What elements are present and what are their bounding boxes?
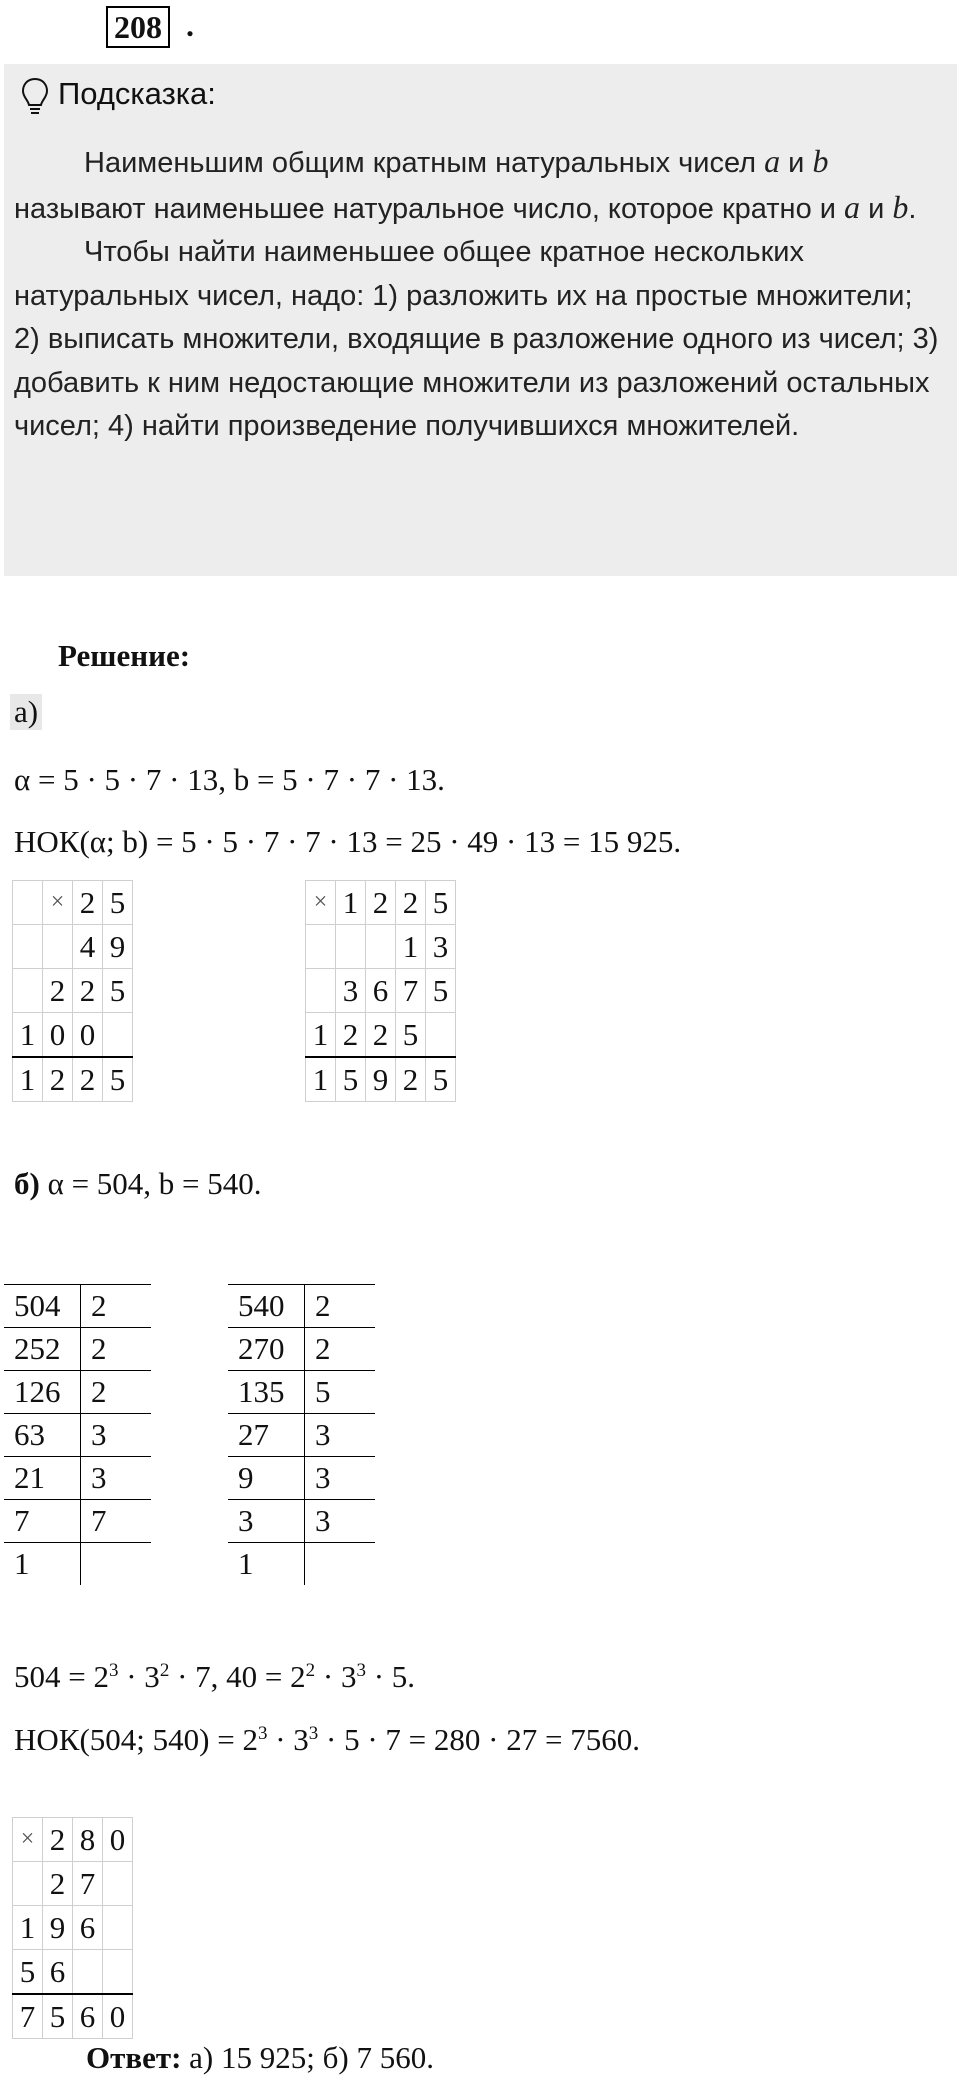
hint-title: Подсказка: [58,76,216,111]
divisor-cell: 3 [81,1414,152,1457]
grid-cell [336,925,366,969]
hint-p1-text2: называют наименьшее натуральное число, которое кратно и [14,192,845,225]
times-sign: × [43,881,73,925]
grid-cell: 5 [396,1013,426,1058]
grid-cell: 9 [103,925,133,969]
grid-cell: 6 [73,1994,103,2039]
grid-cell: 9 [43,1906,73,1950]
part-b-decomposition [14,1651,415,1697]
dividend-cell: 1 [228,1543,305,1586]
grid-row [13,881,133,925]
grid-cell: 1 [396,925,426,969]
dividend-cell: 252 [4,1328,81,1371]
factorization-504 [4,1284,151,1585]
grid-cell [13,1862,43,1906]
grid-cell: 0 [103,1818,133,1862]
grid-cell: 1 [306,1057,336,1102]
dividend-cell: 135 [228,1371,305,1414]
grid-row [306,1013,456,1058]
var-b: b [812,143,829,179]
grid-cell: 2 [396,881,426,925]
l1-mid: · 3 [118,1659,160,1694]
dividend-cell: 126 [4,1371,81,1414]
divisor-cell: 2 [81,1285,152,1328]
l2-end: · 5 · 7 = 280 · 27 = 7560. [318,1722,640,1757]
dividend-cell: 21 [4,1457,81,1500]
grid-cell [43,925,73,969]
divisor-cell: 2 [305,1328,376,1371]
part-b-label: б) [14,1166,40,1201]
hint-p1-text: Наименьшим общим кратным натуральных чисел [84,147,765,179]
factor-row [4,1414,151,1457]
divisor-cell: 2 [81,1371,152,1414]
grid-cell: 7 [13,1994,43,2039]
l2-mid: · 3 [267,1722,309,1757]
var-b-2: b [892,188,909,225]
factorization-540 [228,1284,375,1585]
part-a-line-1: α = 5 · 5 · 7 · 13, b = 5 · 7 · 7 · 13. [14,762,445,797]
problem-number: 208 [106,6,170,48]
divisor-cell [81,1543,152,1586]
divisor-cell: 3 [305,1500,376,1543]
grid-cell: 1 [336,881,366,925]
grid-row [13,1906,133,1950]
factor-row [228,1328,375,1371]
grid-cell: 5 [336,1057,366,1102]
grid-cell: 1 [13,1057,43,1102]
grid-cell [13,969,43,1013]
l1-b-exp1: 2 [305,1660,316,1681]
grid-cell: 5 [103,881,133,925]
grid-row [306,925,456,969]
solution-title: Решение: [58,638,191,673]
grid-cell: 5 [426,969,456,1013]
hint-paragraph-2: Чтобы найти наименьшее общее кратное нескольких натуральных чисел, надо: 1) разложить их на простые множители; 2) выписать множители, входящие в разложение одного из чисел; 3) добавить к ним недостающие множители из разложений остальных чисел; 4) найти произведение получившихся множителей. [14,236,939,442]
grid-row [13,1057,133,1102]
grid-cell: 5 [43,1994,73,2039]
grid-row [306,881,456,925]
factor-row [4,1285,151,1328]
l1-exp1: 3 [108,1660,119,1681]
grid-cell: 1 [13,1906,43,1950]
grid-cell: 5 [103,1057,133,1102]
dividend-cell: 540 [228,1285,305,1328]
grid-cell [426,1013,456,1058]
problem-number-dot: . [186,7,194,43]
divisor-cell: 2 [305,1285,376,1328]
grid-cell [103,1906,133,1950]
dividend-cell: 7 [4,1500,81,1543]
grid-cell [103,1862,133,1906]
factor-row [228,1500,375,1543]
part-a-label: а) [10,694,42,730]
l2-exp2: 3 [308,1723,319,1744]
multiplication-grid-3 [12,1817,133,2039]
divisor-cell [305,1543,376,1586]
dividend-cell: 63 [4,1414,81,1457]
grid-cell: 7 [396,969,426,1013]
factor-row [4,1457,151,1500]
divisor-cell: 3 [305,1414,376,1457]
grid-cell: 2 [43,1862,73,1906]
grid-cell: 2 [43,1057,73,1102]
factor-row [4,1543,151,1586]
l1-exp2: 2 [159,1660,170,1681]
answer-text: а) 15 925; б) 7 560. [181,2040,434,2075]
grid-cell: 5 [426,1057,456,1102]
part-a-line-2: НОК(α; b) = 5 · 5 · 7 · 7 · 13 = 25 · 49 · 13 = 15 925. [14,824,682,859]
factor-row [4,1500,151,1543]
grid-cell: 4 [73,925,103,969]
l1-b-mid: · 3 [315,1659,357,1694]
grid-row [13,1013,133,1058]
grid-cell [73,1950,103,1995]
grid-cell: 3 [336,969,366,1013]
hint-text [14,140,944,449]
grid-row [13,1818,133,1862]
l1-b-end: · 5. [365,1659,416,1694]
l1-a: 504 = 2 [14,1659,109,1694]
divisor-cell: 3 [305,1457,376,1500]
factor-row [228,1285,375,1328]
grid-cell: 0 [43,1013,73,1058]
grid-cell: 8 [73,1818,103,1862]
l1-b-exp2: 3 [356,1660,366,1681]
dividend-cell: 27 [228,1414,305,1457]
grid-cell: 1 [306,1013,336,1058]
multiplication-grid-1 [12,880,133,1102]
divisor-cell: 7 [81,1500,152,1543]
grid-row [13,1994,133,2039]
grid-cell: 6 [43,1950,73,1995]
grid-cell: 2 [73,1057,103,1102]
grid-cell: 2 [43,1818,73,1862]
part-b-text: α = 504, b = 540. [39,1166,262,1201]
dividend-cell: 504 [4,1285,81,1328]
grid-cell: 5 [103,969,133,1013]
factor-row [228,1371,375,1414]
grid-cell [103,1013,133,1058]
grid-cell: 6 [73,1906,103,1950]
grid-cell: 5 [13,1950,43,1995]
grid-cell [306,925,336,969]
dividend-cell: 9 [228,1457,305,1500]
answer [86,2040,434,2076]
factor-row [228,1414,375,1457]
grid-cell: 0 [73,1013,103,1058]
grid-cell: 9 [366,1057,396,1102]
grid-cell [103,1950,133,1995]
grid-cell [366,925,396,969]
grid-cell: 2 [73,881,103,925]
l1-end: · 7, 40 = 2 [169,1659,306,1694]
factor-row [4,1328,151,1371]
divisor-cell: 2 [81,1328,152,1371]
times-sign: × [13,1818,43,1862]
grid-row [13,925,133,969]
grid-cell: 2 [366,881,396,925]
var-a: a [764,143,781,179]
factor-row [228,1543,375,1586]
grid-row [13,1862,133,1906]
grid-cell: 2 [396,1057,426,1102]
grid-row [13,969,133,1013]
divisor-cell: 5 [305,1371,376,1414]
grid-cell [13,925,43,969]
part-b-line [14,1164,262,1204]
grid-cell: 7 [73,1862,103,1906]
answer-label: Ответ: [86,2040,182,2075]
grid-cell: 1 [13,1013,43,1058]
dividend-cell: 1 [4,1543,81,1586]
times-sign: × [306,881,336,925]
grid-cell: 2 [336,1013,366,1058]
lightbulb-icon [20,76,50,116]
grid-cell: 5 [426,881,456,925]
grid-row [306,1057,456,1102]
l2-exp1: 3 [257,1723,268,1744]
part-b-lcm [14,1714,640,1760]
divisor-cell: 3 [81,1457,152,1500]
conj-2: и [860,192,893,225]
hint-p1-end: . [908,192,917,225]
dividend-cell: 3 [228,1500,305,1543]
l2-a: НОК(504; 540) = 2 [14,1722,258,1757]
conj-1: и [780,147,813,179]
grid-row [13,1950,133,1995]
grid-cell: 2 [366,1013,396,1058]
dividend-cell: 270 [228,1328,305,1371]
factor-row [4,1371,151,1414]
grid-cell: 0 [103,1994,133,2039]
grid-cell: 2 [73,969,103,1013]
grid-cell: 2 [43,969,73,1013]
hint-paragraph-1 [14,140,944,231]
var-a-2: a [844,188,861,225]
factor-row [228,1457,375,1500]
multiplication-grid-2 [305,880,456,1102]
grid-cell [13,881,43,925]
grid-cell [306,969,336,1013]
grid-row [306,969,456,1013]
grid-cell: 3 [426,925,456,969]
grid-cell: 6 [366,969,396,1013]
